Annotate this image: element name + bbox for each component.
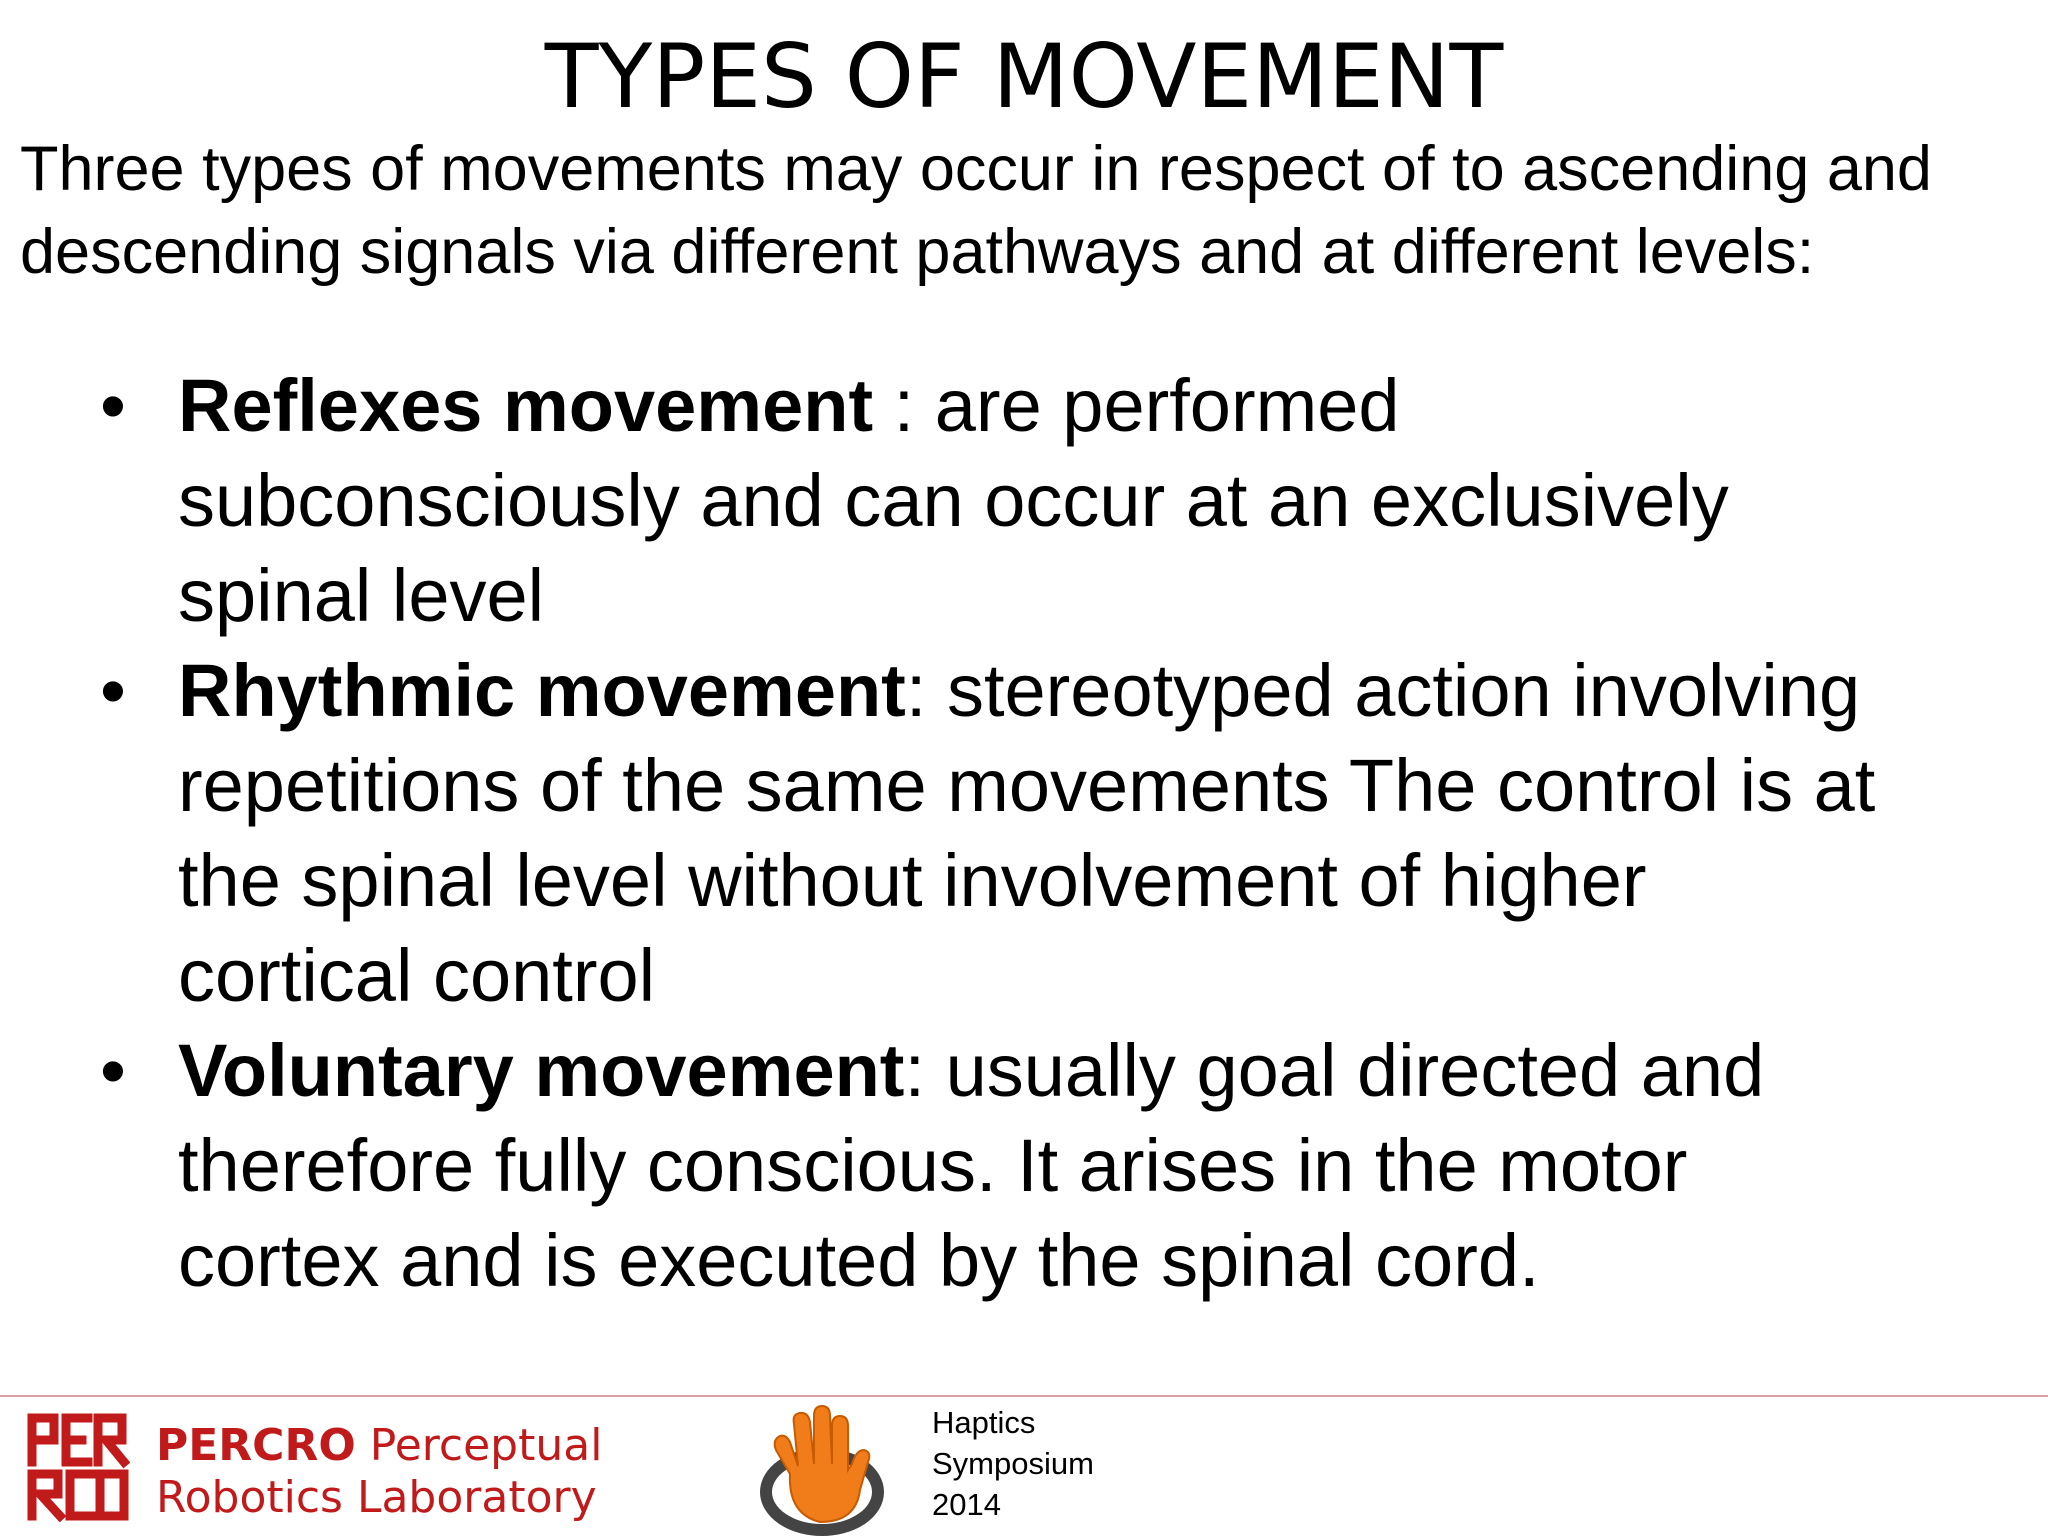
list-item-rhythmic: [0, 643, 1898, 1023]
term-voluntary: Voluntary movement: [178, 1029, 905, 1112]
event-line-3: 2014: [932, 1487, 1001, 1522]
term-reflexes: Reflexes movement: [178, 364, 874, 447]
list-item-reflexes: [0, 358, 1898, 643]
hand-logo-icon: [760, 1404, 890, 1536]
footer-divider: [0, 1395, 2048, 1397]
bullet-icon: •: [100, 649, 126, 732]
lab-acronym: PERCRO: [156, 1420, 356, 1471]
lab-name: [156, 1420, 602, 1524]
bullet-icon: •: [100, 364, 126, 447]
percro-logo-icon: [26, 1412, 130, 1522]
lab-name-line-2: Robotics Laboratory: [156, 1472, 597, 1523]
description-voluntary: : usually goal directed and therefore fully conscious. It arises in the motor cortex and is executed by the spinal cord.: [178, 1029, 1765, 1302]
description-rhythmic: : stereotyped action involving repetitions of the same movements The control is at the spinal level without involvement of higher cortical control: [178, 649, 1876, 1017]
term-rhythmic: Rhythmic movement: [178, 649, 906, 732]
event-info: [932, 1402, 1094, 1525]
lab-name-line-1: [156, 1420, 602, 1472]
bullet-icon: •: [100, 1029, 126, 1112]
intro-paragraph: Three types of movements may occur in respect of to ascending and descending signals via different pathways and at different levels:: [20, 134, 1932, 287]
event-line-1: Haptics: [932, 1405, 1036, 1440]
lab-name-rest: Perceptual: [355, 1420, 603, 1471]
list-item-voluntary: [0, 1023, 1898, 1308]
description-reflexes: : are performed subconsciously and can occur at an exclusively spinal level: [178, 364, 1729, 637]
slide-title: TYPES OF MOVEMENT: [544, 25, 1504, 128]
event-line-2: Symposium: [932, 1446, 1094, 1481]
movement-types-list: [0, 358, 2048, 1308]
